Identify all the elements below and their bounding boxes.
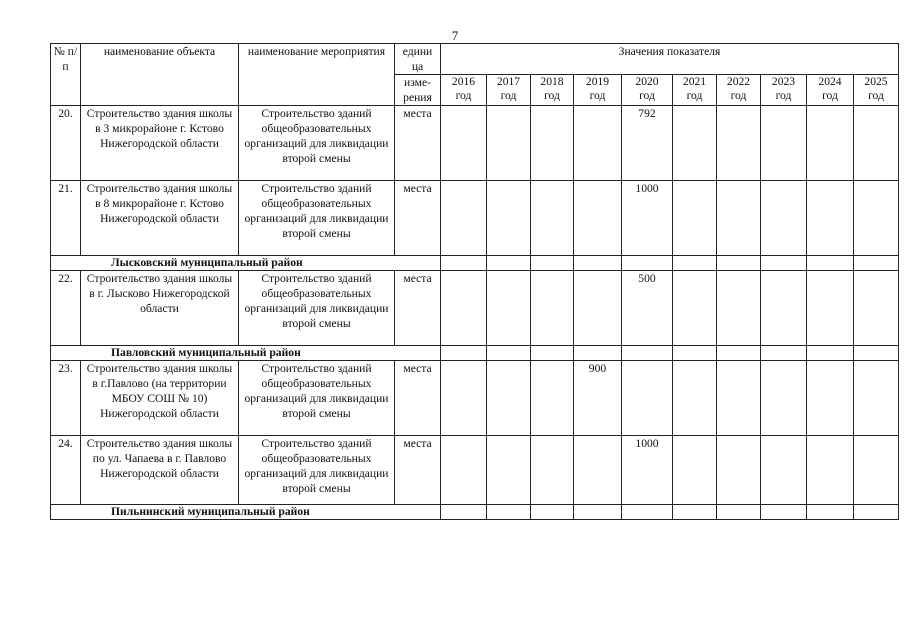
table-row — [51, 271, 899, 346]
empty-cell — [717, 505, 761, 520]
value-cell — [673, 436, 717, 505]
district-name: Павловский муниципальный район — [51, 346, 441, 361]
empty-cell — [807, 505, 854, 520]
header-year-unit: год — [868, 89, 884, 102]
header-unit-top: едини ца — [395, 44, 441, 75]
empty-cell — [574, 505, 622, 520]
header-year-unit: год — [500, 89, 517, 102]
unit-cell: места — [395, 271, 441, 346]
value-cell — [487, 361, 531, 436]
district-row — [51, 346, 899, 361]
empty-cell — [761, 505, 807, 520]
table-body — [51, 106, 899, 520]
unit-cell: места — [395, 436, 441, 505]
header-year-value: 2024 — [818, 75, 842, 88]
header-year-value: 2020 — [635, 75, 659, 88]
header-year-value: 2019 — [585, 75, 610, 88]
value-cell — [531, 181, 574, 256]
empty-cell — [854, 505, 899, 520]
header-year-value: 2018 — [540, 75, 564, 88]
table-row — [51, 361, 899, 436]
header-year-unit: год — [544, 89, 560, 102]
value-cell — [854, 106, 899, 181]
empty-cell — [487, 256, 531, 271]
district-name: Лысковский муниципальный район — [51, 256, 441, 271]
header-year-value: 2022 — [726, 75, 751, 88]
unit-cell: места — [395, 106, 441, 181]
value-cell — [487, 271, 531, 346]
indicators-table — [50, 43, 899, 520]
measure-name: Строительство зданий общеобразовательных организаций для ликвидации второй смены — [239, 106, 395, 181]
value-cell — [717, 271, 761, 346]
value-cell — [717, 181, 761, 256]
measure-name: Строительство зданий общеобразовательных организаций для ликвидации второй смены — [239, 361, 395, 436]
header-year — [807, 75, 854, 106]
header-year-unit: год — [686, 89, 703, 102]
header-year-value: 2016 — [451, 75, 476, 88]
header-year — [761, 75, 807, 106]
object-name: Строительство здания школы по ул. Чапаева в г. Павлово Нижегородской области — [81, 436, 239, 505]
header-year-unit: год — [455, 89, 472, 102]
value-cell — [673, 361, 717, 436]
table-row — [51, 181, 899, 256]
value-cell — [574, 181, 622, 256]
empty-cell — [854, 256, 899, 271]
page-number: 7 — [451, 28, 459, 43]
value-cell — [854, 361, 899, 436]
unit-cell: места — [395, 361, 441, 436]
value-cell — [761, 361, 807, 436]
value-cell: 500 — [622, 271, 673, 346]
empty-cell — [622, 346, 673, 361]
row-number: 21. — [51, 181, 81, 256]
value-cell — [717, 361, 761, 436]
value-cell — [531, 271, 574, 346]
value-cell — [807, 106, 854, 181]
value-cell — [673, 181, 717, 256]
header-year-value: 2021 — [682, 75, 707, 88]
header-num: № п/п — [51, 44, 81, 106]
empty-cell — [487, 505, 531, 520]
empty-cell — [441, 346, 487, 361]
table-row — [51, 106, 899, 181]
value-cell — [854, 271, 899, 346]
object-name: Строительство здания школы в г.Павлово (на территории МБОУ СОШ № 10) Нижегородской области — [81, 361, 239, 436]
header-year-unit: год — [730, 89, 747, 102]
value-cell — [487, 436, 531, 505]
district-row — [51, 505, 899, 520]
header-year-unit: год — [775, 89, 792, 102]
value-cell — [531, 106, 574, 181]
value-cell — [807, 181, 854, 256]
empty-cell — [622, 505, 673, 520]
object-name: Строительство здания школы в г. Лысково Нижегородской области — [81, 271, 239, 346]
value-cell — [487, 106, 531, 181]
header-object: наименование объекта — [81, 44, 239, 106]
empty-cell — [441, 256, 487, 271]
measure-name: Строительство зданий общеобразовательных организаций для ликвидации второй смены — [239, 271, 395, 346]
value-cell — [531, 436, 574, 505]
header-year-unit: год — [589, 89, 606, 102]
measure-name: Строительство зданий общеобразовательных организаций для ликвидации второй смены — [239, 436, 395, 505]
header-year — [574, 75, 622, 106]
row-number: 24. — [51, 436, 81, 505]
value-cell: 1000 — [622, 436, 673, 505]
value-cell — [441, 436, 487, 505]
header-row — [51, 44, 899, 75]
empty-cell — [574, 256, 622, 271]
row-number: 20. — [51, 106, 81, 181]
header-year — [487, 75, 531, 106]
empty-cell — [673, 346, 717, 361]
header-unit-bottom: изме- рения — [395, 75, 441, 106]
value-cell: 792 — [622, 106, 673, 181]
empty-cell — [531, 346, 574, 361]
header-year-value: 2025 — [864, 75, 888, 88]
empty-cell — [854, 346, 899, 361]
empty-cell — [807, 346, 854, 361]
value-cell — [531, 361, 574, 436]
row-number: 22. — [51, 271, 81, 346]
header-year-value: 2023 — [771, 75, 796, 88]
header-year-unit: год — [822, 89, 838, 102]
value-cell — [761, 436, 807, 505]
value-cell — [717, 436, 761, 505]
header-year — [854, 75, 899, 106]
header-year-unit: год — [639, 89, 655, 102]
value-cell — [574, 106, 622, 181]
empty-cell — [487, 346, 531, 361]
header-measure: наименование мероприятия — [239, 44, 395, 106]
value-cell — [574, 436, 622, 505]
value-cell — [673, 106, 717, 181]
header-year-value: 2017 — [496, 75, 521, 88]
value-cell — [441, 181, 487, 256]
empty-cell — [673, 505, 717, 520]
header-year — [717, 75, 761, 106]
value-cell — [574, 271, 622, 346]
object-name: Строительство здания школы в 8 микрорайоне г. Кстово Нижегородской области — [81, 181, 239, 256]
value-cell — [761, 271, 807, 346]
district-name: Пильнинский муниципальный район — [51, 505, 441, 520]
header-year — [622, 75, 673, 106]
value-cell: 900 — [574, 361, 622, 436]
district-row — [51, 256, 899, 271]
value-cell — [807, 361, 854, 436]
header-year — [441, 75, 487, 106]
value-cell — [854, 181, 899, 256]
value-cell — [441, 361, 487, 436]
value-cell — [807, 436, 854, 505]
value-cell — [854, 436, 899, 505]
empty-cell — [531, 505, 574, 520]
value-cell — [487, 181, 531, 256]
value-cell — [622, 361, 673, 436]
unit-cell: места — [395, 181, 441, 256]
value-cell — [673, 271, 717, 346]
empty-cell — [574, 346, 622, 361]
value-cell — [761, 181, 807, 256]
value-cell — [761, 106, 807, 181]
row-number: 23. — [51, 361, 81, 436]
empty-cell — [807, 256, 854, 271]
measure-name: Строительство зданий общеобразовательных организаций для ликвидации второй смены — [239, 181, 395, 256]
empty-cell — [673, 256, 717, 271]
empty-cell — [717, 256, 761, 271]
value-cell — [441, 271, 487, 346]
value-cell: 1000 — [622, 181, 673, 256]
header-values: Значения показателя — [441, 44, 899, 75]
header-year — [531, 75, 574, 106]
value-cell — [441, 106, 487, 181]
header-year — [673, 75, 717, 106]
empty-cell — [761, 346, 807, 361]
value-cell — [717, 106, 761, 181]
empty-cell — [622, 256, 673, 271]
empty-cell — [441, 505, 487, 520]
table-row — [51, 436, 899, 505]
object-name: Строительство здания школы в 3 микрорайоне г. Кстово Нижегородской области — [81, 106, 239, 181]
empty-cell — [761, 256, 807, 271]
value-cell — [807, 271, 854, 346]
empty-cell — [531, 256, 574, 271]
empty-cell — [717, 346, 761, 361]
